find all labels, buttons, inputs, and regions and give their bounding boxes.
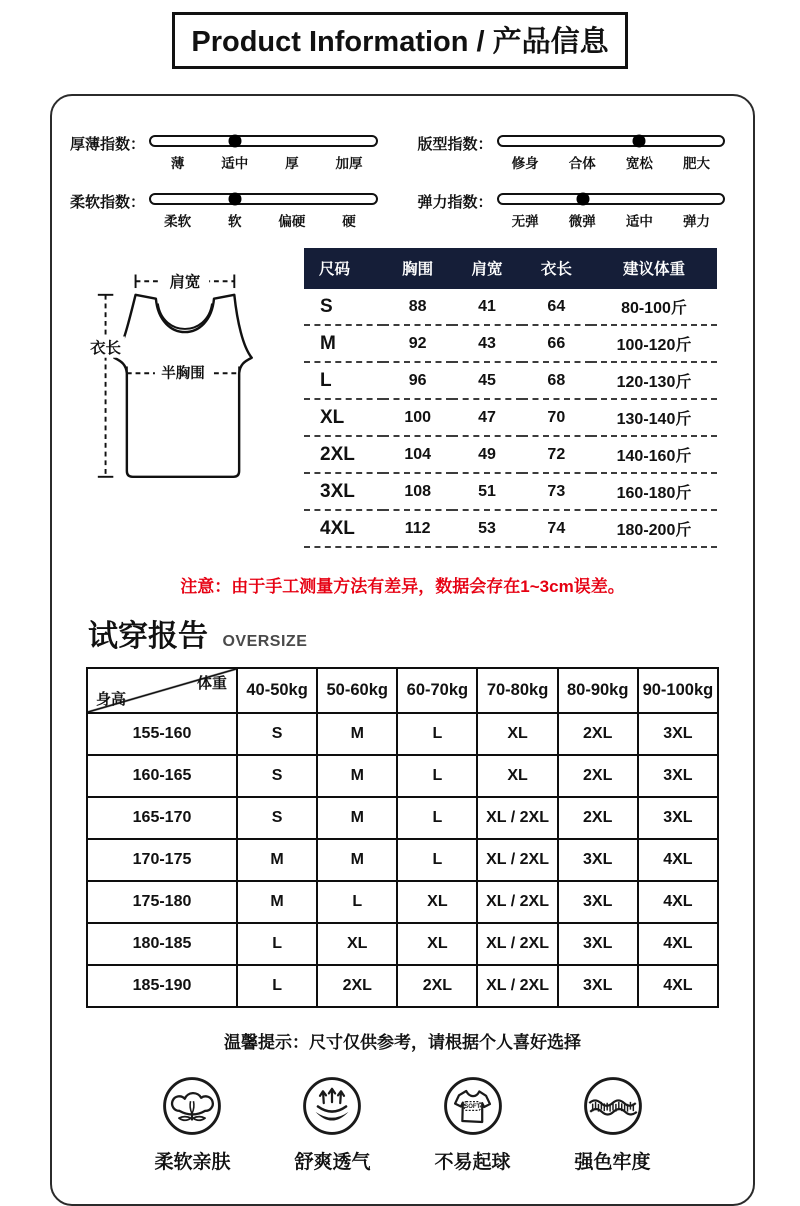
fit-table-size-cell: 2XL xyxy=(317,965,397,1007)
length-measure-line xyxy=(98,295,113,477)
size-table-body xyxy=(304,289,717,547)
size-section xyxy=(52,244,753,548)
size-table-cell: M xyxy=(304,325,383,362)
feature-label: 舒爽透气 xyxy=(294,1152,371,1173)
fit-table-size-cell: L xyxy=(397,755,477,797)
fit-table-size-cell: M xyxy=(237,839,317,881)
slider-track xyxy=(149,135,377,147)
fit-table-height-cell: 175-180 xyxy=(87,881,237,923)
colorfast-icon xyxy=(582,1075,644,1137)
length-label: 衣长 xyxy=(90,339,122,357)
size-table-cell: 73 xyxy=(522,473,591,510)
feature-label: 柔软亲肤 xyxy=(154,1152,231,1173)
fit-table-row xyxy=(87,755,718,797)
slider-option-label: 合体 xyxy=(568,156,596,171)
size-table-cell: 70 xyxy=(522,399,591,436)
slider-dot xyxy=(229,193,242,206)
size-table-header-row xyxy=(304,248,717,289)
size-table-cell: 51 xyxy=(452,473,521,510)
fit-table-height-cell: 165-170 xyxy=(87,797,237,839)
fit-table-row xyxy=(87,881,718,923)
fit-table-size-cell: 3XL xyxy=(558,839,638,881)
fit-table-size-cell: 2XL xyxy=(558,713,638,755)
slider-option-label: 柔软 xyxy=(164,214,192,229)
size-table-row xyxy=(304,362,717,399)
size-table xyxy=(304,248,717,548)
size-table-cell: 66 xyxy=(522,325,591,362)
fit-table-size-cell: L xyxy=(397,713,477,755)
size-table-cell: 53 xyxy=(452,510,521,547)
shoulder-label: 肩宽 xyxy=(169,274,201,292)
size-table-cell: 41 xyxy=(452,289,521,325)
index-label: 柔软指数： xyxy=(70,194,146,211)
slider-option-label: 软 xyxy=(227,214,242,229)
fit-table-corner-cell xyxy=(87,668,237,713)
slider-area xyxy=(497,190,725,230)
size-table-cell: 92 xyxy=(383,325,452,362)
fit-table xyxy=(86,667,719,1008)
fit-table-row xyxy=(87,839,718,881)
size-table-cell: 45 xyxy=(452,362,521,399)
size-table-cell: 100-120斤 xyxy=(591,325,717,362)
fit-table-size-cell: 3XL xyxy=(638,797,718,839)
fit-table-size-cell: XL / 2XL xyxy=(477,839,557,881)
slider-dot xyxy=(229,135,242,148)
size-table-cell: 43 xyxy=(452,325,521,362)
index-slider xyxy=(70,190,378,230)
size-table-cell: 4XL xyxy=(304,510,383,547)
size-table-cell: 160-180斤 xyxy=(591,473,717,510)
fit-table-header-cell: 80-90kg xyxy=(558,668,638,713)
slider-option-label: 宽松 xyxy=(625,156,653,171)
fit-table-size-cell: L xyxy=(237,923,317,965)
size-table-cell: 108 xyxy=(383,473,452,510)
size-table-row xyxy=(304,325,717,362)
fit-table-header-cell: 60-70kg xyxy=(397,668,477,713)
fit-table-row xyxy=(87,713,718,755)
fit-table-size-cell: 2XL xyxy=(397,965,477,1007)
fit-table-size-cell: XL xyxy=(397,923,477,965)
fit-table-size-cell: XL xyxy=(317,923,397,965)
fit-table-height-cell: 180-185 xyxy=(87,923,237,965)
slider-area xyxy=(497,132,725,172)
corner-height-label: 身高 xyxy=(96,691,127,708)
feature-item xyxy=(435,1075,511,1174)
fit-table-size-cell: XL / 2XL xyxy=(477,923,557,965)
size-table-cell: 80-100斤 xyxy=(591,289,717,325)
size-table-row xyxy=(304,399,717,436)
fit-table-size-cell: XL xyxy=(477,755,557,797)
fit-table-size-cell: M xyxy=(317,797,397,839)
fit-table-size-cell: M xyxy=(317,839,397,881)
slider-option-label: 微弹 xyxy=(568,214,596,229)
product-info-page xyxy=(0,12,800,1206)
page-title: Product Information / 产品信息 xyxy=(172,12,628,69)
slider-area xyxy=(149,190,377,230)
size-table-row xyxy=(304,289,717,325)
feature-item xyxy=(575,1075,651,1174)
index-slider xyxy=(70,132,378,172)
size-table-header-cell: 胸围 xyxy=(383,248,452,289)
half-chest-label: 半胸围 xyxy=(161,366,205,383)
fit-table-height-cell: 170-175 xyxy=(87,839,237,881)
size-table-cell: XL xyxy=(304,399,383,436)
garment-measure-diagram xyxy=(62,254,304,506)
slider-options xyxy=(497,210,725,230)
fit-report-heading xyxy=(88,611,753,655)
fit-table-size-cell: 3XL xyxy=(558,965,638,1007)
size-table-cell: 47 xyxy=(452,399,521,436)
size-table-cell: 2XL xyxy=(304,436,383,473)
size-table-cell: 3XL xyxy=(304,473,383,510)
feature-label: 强色牢度 xyxy=(574,1152,651,1173)
fit-table-size-cell: 2XL xyxy=(558,755,638,797)
slider-option-label: 适中 xyxy=(625,214,653,229)
size-table-row xyxy=(304,473,717,510)
fit-table-size-cell: 3XL xyxy=(638,755,718,797)
size-table-header-cell: 建议体重 xyxy=(591,248,717,289)
soft-badge-text: SOFT xyxy=(463,1104,480,1111)
corner-weight-label: 体重 xyxy=(196,675,227,692)
size-table-cell: 140-160斤 xyxy=(591,436,717,473)
size-table-cell: S xyxy=(304,289,383,325)
slider-dot xyxy=(632,135,645,148)
fit-report-title: 试穿报告 xyxy=(88,620,208,653)
fit-table-header-cell: 70-80kg xyxy=(477,668,557,713)
size-table-cell: 104 xyxy=(383,436,452,473)
size-table-cell: 96 xyxy=(383,362,452,399)
slider-track xyxy=(497,193,725,205)
fit-table-body xyxy=(87,713,718,1007)
index-slider xyxy=(418,190,726,230)
slider-dot xyxy=(576,193,589,206)
fit-table-height-cell: 185-190 xyxy=(87,965,237,1007)
size-table-header-cell: 肩宽 xyxy=(452,248,521,289)
fit-table-size-cell: S xyxy=(237,713,317,755)
fit-table-row xyxy=(87,797,718,839)
no-pilling-icon xyxy=(442,1075,504,1137)
slider-option-label: 肥大 xyxy=(682,156,710,171)
breathable-icon xyxy=(301,1075,363,1137)
size-table-cell: 49 xyxy=(452,436,521,473)
slider-track xyxy=(497,135,725,147)
fit-table-size-cell: 4XL xyxy=(638,965,718,1007)
feature-item xyxy=(154,1075,230,1174)
fit-table-header-row xyxy=(87,668,718,713)
fit-table-size-cell: 3XL xyxy=(558,923,638,965)
size-table-cell: 112 xyxy=(383,510,452,547)
fit-table-size-cell: M xyxy=(317,713,397,755)
slider-option-label: 硬 xyxy=(342,214,356,229)
fit-table-size-cell: L xyxy=(237,965,317,1007)
tank-top-outline xyxy=(114,295,251,477)
slider-option-label: 加厚 xyxy=(335,156,363,171)
fit-table-header-cell: 40-50kg xyxy=(237,668,317,713)
fit-table-size-cell: XL / 2XL xyxy=(477,965,557,1007)
size-table-cell: 180-200斤 xyxy=(591,510,717,547)
fit-table-size-cell: L xyxy=(397,797,477,839)
slider-options xyxy=(149,152,377,172)
measurement-notice: 注意：由于手工测量方法有差异，数据会存在1~3cm误差。 xyxy=(180,577,625,596)
fit-table-size-cell: XL xyxy=(477,713,557,755)
fit-table-size-cell: S xyxy=(237,755,317,797)
index-slider xyxy=(418,132,726,172)
slider-option-label: 偏硬 xyxy=(278,214,306,229)
size-table-cell: 120-130斤 xyxy=(591,362,717,399)
slider-area xyxy=(149,132,377,172)
slider-options xyxy=(497,152,725,172)
fit-table-size-cell: M xyxy=(237,881,317,923)
fit-table-header-cell: 50-60kg xyxy=(317,668,397,713)
fit-report-subtitle: OVERSIZE xyxy=(222,633,308,650)
feature-label: 不易起球 xyxy=(434,1152,511,1173)
size-table-cell: L xyxy=(304,362,383,399)
size-table-cell: 88 xyxy=(383,289,452,325)
fit-table-size-cell: 3XL xyxy=(638,713,718,755)
size-table-row xyxy=(304,436,717,473)
index-label: 厚薄指数： xyxy=(70,136,146,153)
fit-table-size-cell: XL / 2XL xyxy=(477,797,557,839)
fit-table-size-cell: 4XL xyxy=(638,881,718,923)
size-table-cell: 68 xyxy=(522,362,591,399)
fit-table-header-cell: 90-100kg xyxy=(638,668,718,713)
fit-table-size-cell: 3XL xyxy=(558,881,638,923)
fit-table-size-cell: S xyxy=(237,797,317,839)
slider-option-label: 适中 xyxy=(221,156,249,171)
slider-options xyxy=(149,210,377,230)
fit-table-height-cell: 155-160 xyxy=(87,713,237,755)
cotton-icon xyxy=(161,1075,223,1137)
size-table-cell: 72 xyxy=(522,436,591,473)
slider-option-label: 无弹 xyxy=(511,214,539,229)
fit-table-height-cell: 160-165 xyxy=(87,755,237,797)
slider-option-label: 厚 xyxy=(285,156,299,171)
size-table-cell: 100 xyxy=(383,399,452,436)
tip-text: 温馨提示：尺寸仅供参考，请根据个人喜好选择 xyxy=(224,1033,581,1052)
fit-table-size-cell: 4XL xyxy=(638,839,718,881)
fit-table-size-cell: 2XL xyxy=(558,797,638,839)
slider-option-label: 修身 xyxy=(511,156,539,171)
fit-table-row xyxy=(87,923,718,965)
size-table-cell: 74 xyxy=(522,510,591,547)
slider-track xyxy=(149,193,377,205)
size-table-cell: 130-140斤 xyxy=(591,399,717,436)
indices-grid xyxy=(52,132,753,230)
content-panel xyxy=(50,94,755,1206)
index-label: 弹力指数： xyxy=(417,194,493,211)
fit-table-size-cell: XL / 2XL xyxy=(477,881,557,923)
index-label: 版型指数： xyxy=(417,136,493,153)
size-table-wrap xyxy=(304,248,717,548)
fit-table-size-cell: XL xyxy=(397,881,477,923)
feature-item xyxy=(294,1075,370,1174)
size-table-row xyxy=(304,510,717,547)
slider-option-label: 薄 xyxy=(170,156,185,171)
fit-table-size-cell: L xyxy=(397,839,477,881)
fit-table-size-cell: L xyxy=(317,881,397,923)
size-table-cell: 64 xyxy=(522,289,591,325)
size-table-header-cell: 尺码 xyxy=(304,248,383,289)
fit-table-row xyxy=(87,965,718,1007)
size-table-header-cell: 衣长 xyxy=(522,248,591,289)
fit-table-size-cell: M xyxy=(317,755,397,797)
fit-table-size-cell: 4XL xyxy=(638,923,718,965)
features xyxy=(52,1075,753,1204)
slider-option-label: 弹力 xyxy=(682,214,710,229)
